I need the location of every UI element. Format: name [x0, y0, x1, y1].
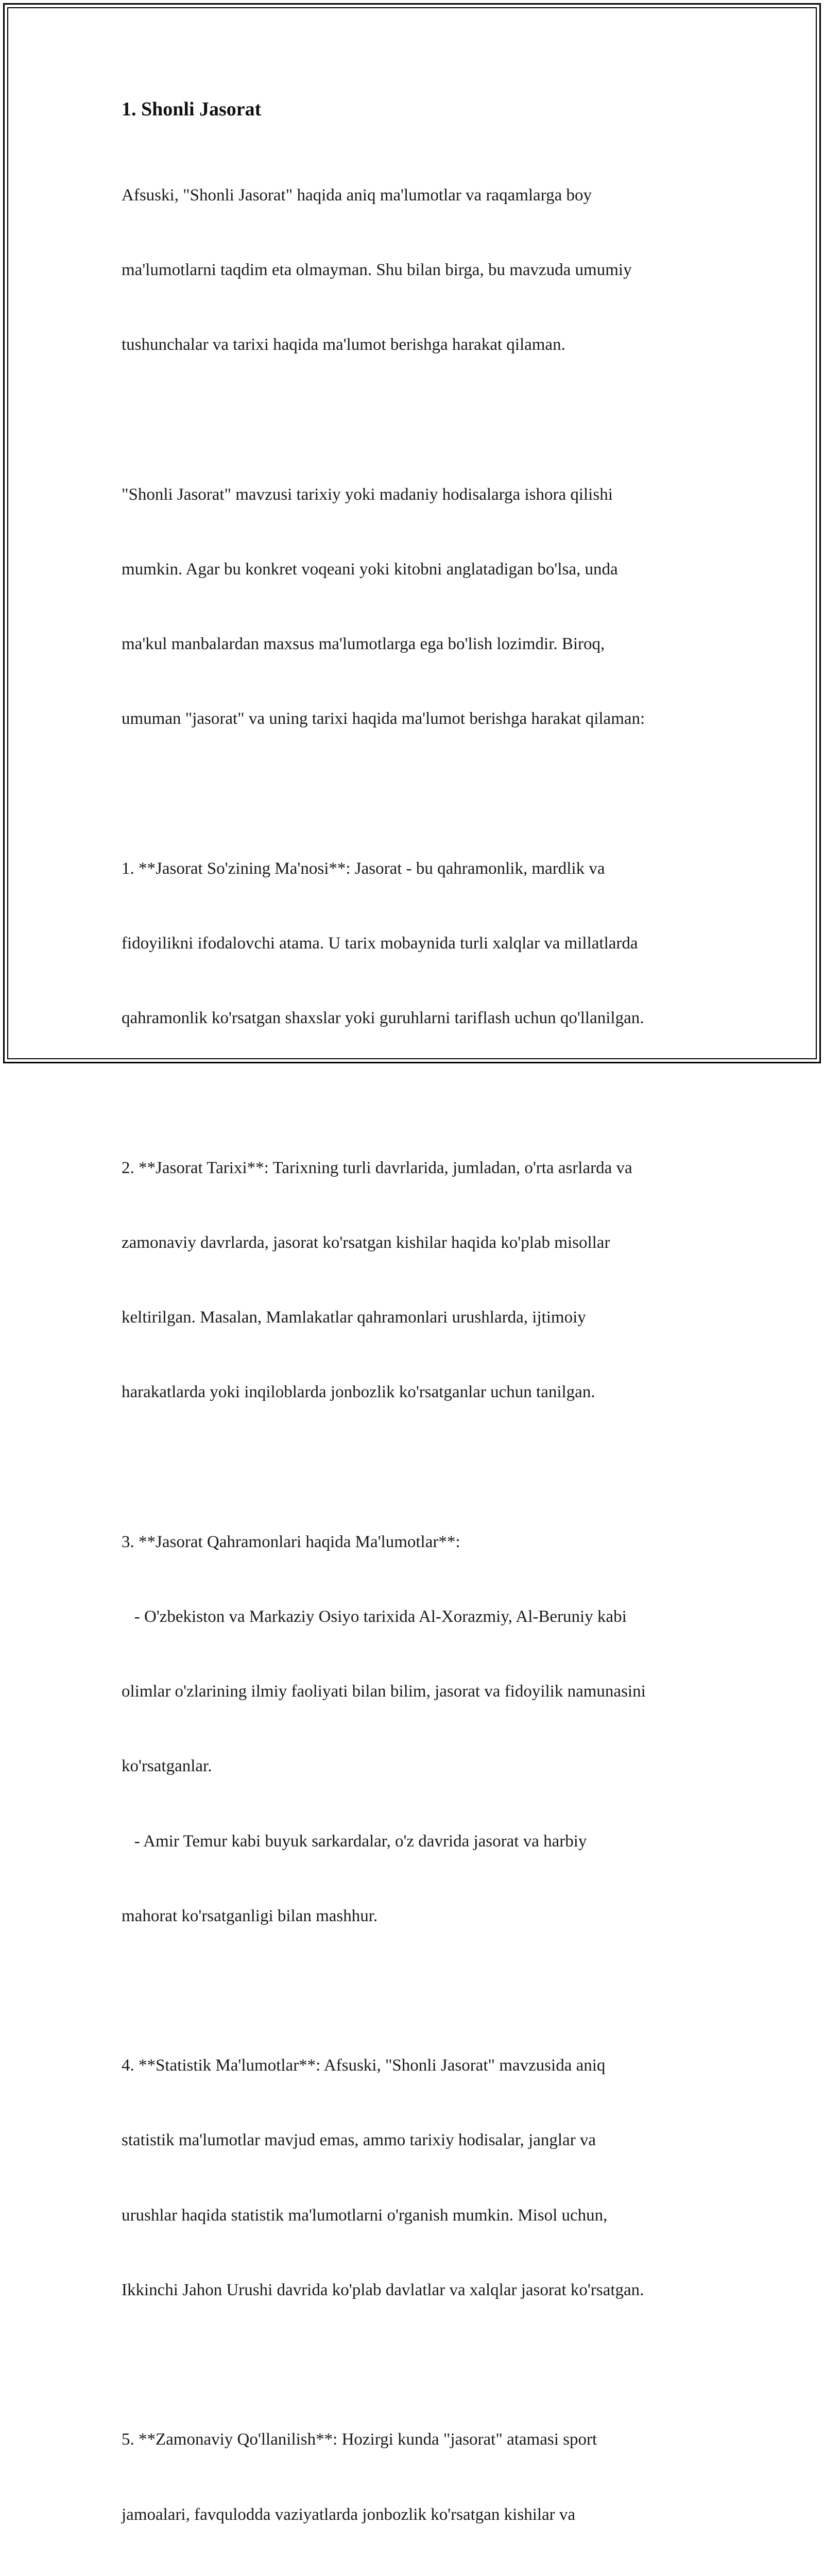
text-line: qahramonlik ko'rsatgan shaxslar yoki guruhlarni tariflash uchun qo'llanilgan.	[122, 1009, 644, 1028]
text-line: 5. **Zamonaviy Qo'llanilish**: Hozirgi kunda "jasorat" atamasi sport	[122, 2430, 597, 2449]
text-line: ma'lumotlarni taqdim eta olmayman. Shu bilan birga, bu mavzuda umumiy	[122, 261, 632, 280]
text-line: keltirilgan. Masalan, Mamlakatlar qahramonlari urushlarda, ijtimoiy	[122, 1308, 586, 1327]
paragraph-context	[122, 432, 714, 782]
text-line: 1. **Jasorat So'zining Ma'nosi**: Jasorat - bu qahramonlik, mardlik va	[122, 859, 605, 878]
text-line: 3. **Jasorat Qahramonlari haqida Ma'lumotlar**:	[122, 1532, 460, 1551]
text-line: urushlar haqida statistik ma'lumotlarni o'rganish mumkin. Misol uchun,	[122, 2206, 608, 2225]
text-line: ma'kul manbalardan maxsus ma'lumotlarga ega bo'lish lozimdir. Biroq,	[122, 635, 605, 654]
list-item-statistics	[122, 2003, 714, 2352]
list-item-meaning	[122, 806, 714, 1080]
text-line: 2. **Jasorat Tarixi**: Tarixning turli davrlarida, jumladan, o'rta asrlarda va	[122, 1158, 632, 1177]
text-line: statistik ma'lumotlar mavjud emas, ammo tarixiy hodisalar, janglar va	[122, 2131, 596, 2150]
document-body	[122, 96, 714, 2576]
paragraph-intro	[122, 133, 714, 407]
text-line: harakatlarda yoki inqiloblarda jonbozlik ko'rsatganlar uchun tanilgan.	[122, 1383, 595, 1402]
text-line: mahorat ko'rsatganligi bilan mashhur.	[122, 1906, 378, 1925]
text-line: fidoyilikni ifodalovchi atama. U tarix mobaynida turli xalqlar va millatlarda	[122, 934, 638, 953]
list-item-history	[122, 1106, 714, 1455]
text-line: 4. **Statistik Ma'lumotlar**: Afsuski, "Shonli Jasorat" mavzusida aniq	[122, 2056, 606, 2075]
text-line: olimlar o'zlarining ilmiy faoliyati bilan bilim, jasorat va fidoyilik namunasini	[122, 1682, 646, 1701]
text-line: tushunchalar va tarixi haqida ma'lumot berishga harakat qilaman.	[122, 335, 565, 354]
text-line: zamonaviy davrlarda, jasorat ko'rsatgan kishilar haqida ko'plab misollar	[122, 1233, 610, 1252]
document-title: 1. Shonli Jasorat	[122, 98, 262, 120]
text-line: umuman "jasorat" va uning tarixi haqida ma'lumot berishga harakat qilaman:	[122, 709, 645, 728]
text-line: ko'rsatganlar.	[122, 1757, 212, 1776]
text-line: mumkin. Agar bu konkret voqeani yoki kitobni anglatadigan bo'lsa, unda	[122, 560, 618, 579]
text-line: - O'zbekiston va Markaziy Osiyo tarixida Al-Xorazmiy, Al-Beruniy kabi	[122, 1607, 627, 1626]
text-line: jamoalari, favqulodda vaziyatlarda jonbozlik ko'rsatgan kishilar va	[122, 2505, 576, 2524]
list-item-modern-usage	[122, 2377, 714, 2576]
text-line: - Amir Temur kabi buyuk sarkardalar, o'z davrida jasorat va harbiy	[122, 1832, 587, 1851]
list-item-heroes	[122, 1480, 714, 1978]
text-line: Afsuski, "Shonli Jasorat" haqida aniq ma'lumotlar va raqamlarga boy	[122, 185, 592, 205]
text-line: Ikkinchi Jahon Urushi davrida ko'plab davlatlar va xalqlar jasorat ko'rsatgan.	[122, 2280, 644, 2299]
text-line: "Shonli Jasorat" mavzusi tarixiy yoki madaniy hodisalarga ishora qilishi	[122, 485, 613, 504]
